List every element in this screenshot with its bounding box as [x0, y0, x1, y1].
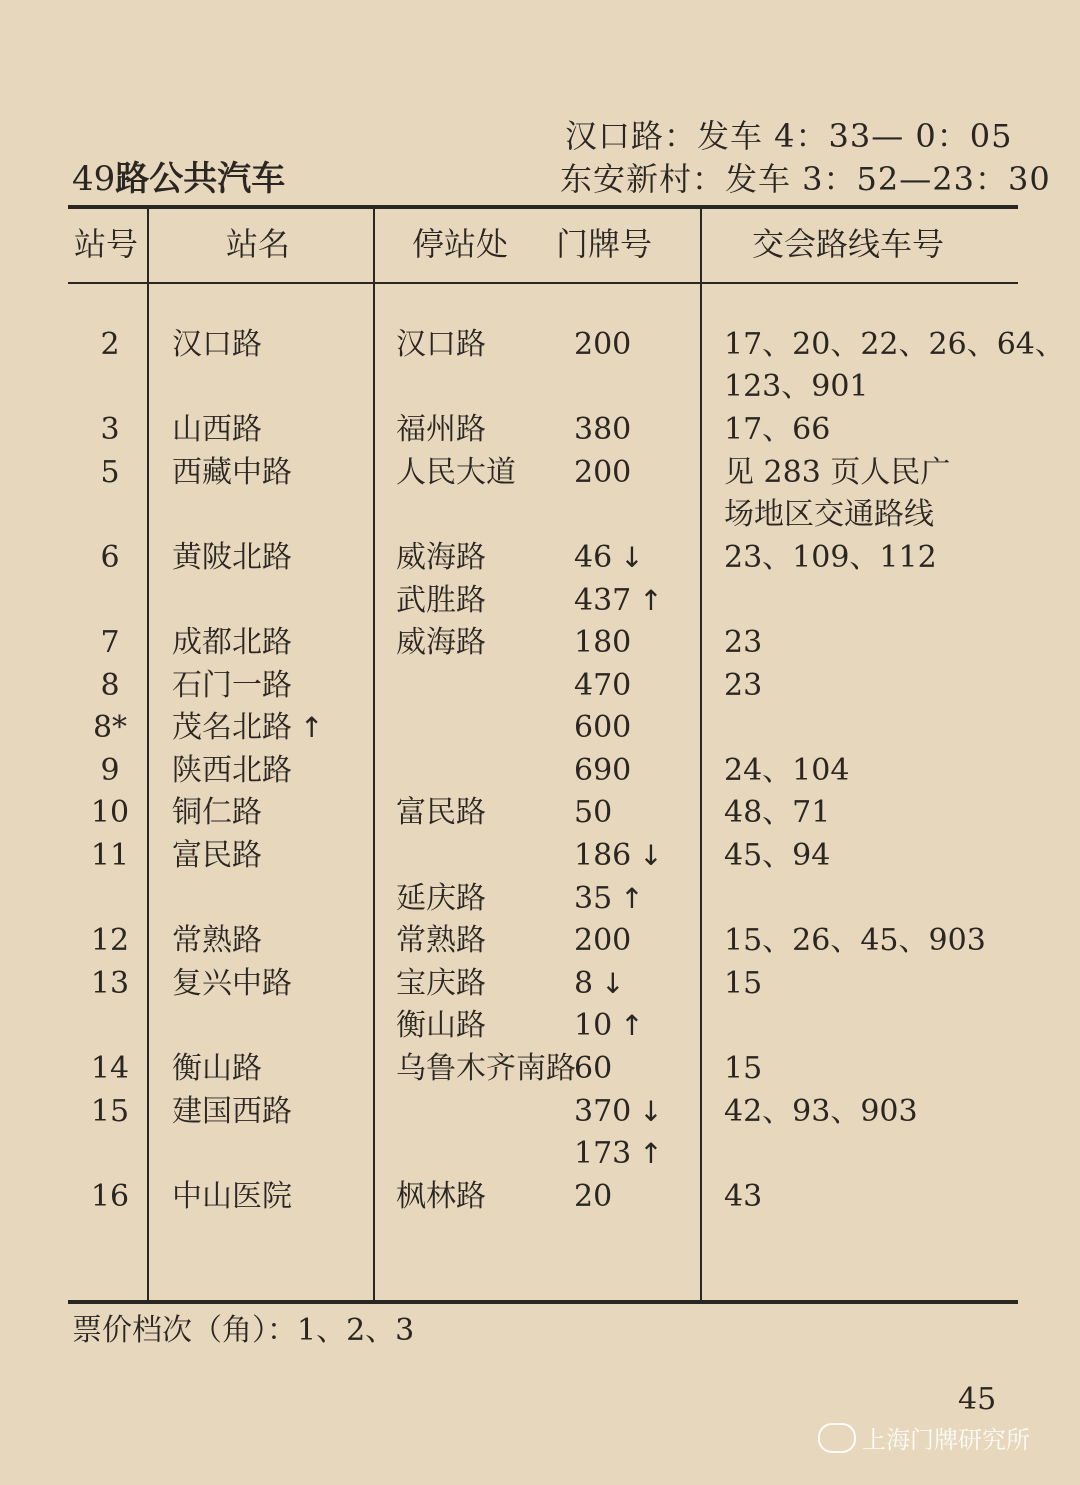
table-header-rule [68, 282, 1018, 284]
arrow-down-icon: ↓ [639, 839, 663, 872]
station-name [172, 625, 292, 660]
station-name [172, 327, 262, 362]
watermark-text: 上海门牌研究所 [862, 1426, 1030, 1454]
station-name [172, 966, 292, 1001]
stop-location-text: 宝庆路 [396, 966, 486, 1001]
route-title [72, 159, 286, 199]
door-number-text: 173 [574, 1136, 632, 1171]
door-number [574, 1094, 663, 1129]
table-row [0, 625, 1080, 670]
station-number [70, 455, 150, 490]
station-name-text: 黄陂北路 [172, 540, 292, 575]
arrow-up-icon: ↑ [620, 882, 644, 915]
door-number-text: 180 [574, 625, 632, 660]
stop-location-text: 衡山路 [396, 1008, 486, 1043]
arrow-down-icon: ↓ [620, 541, 644, 574]
table-row [0, 923, 1080, 968]
table-row [0, 1094, 1080, 1139]
station-number [70, 923, 150, 958]
connecting-lines-text: 23 [724, 668, 763, 703]
connecting-lines [724, 540, 937, 575]
table-row [0, 1008, 1080, 1053]
station-number-text: 10 [90, 795, 130, 830]
door-number-text: 200 [574, 327, 632, 362]
station-name-text: 茂名北路 [172, 710, 292, 745]
station-name [172, 668, 292, 703]
station-name [172, 1051, 262, 1086]
column-header-door: 门牌号 [556, 225, 653, 263]
station-name [172, 795, 262, 830]
door-number-text: 200 [574, 923, 632, 958]
column-header-stop: 停站处 [412, 225, 509, 263]
door-number-text: 186 [574, 838, 632, 873]
column-header-lines: 交会路线车号 [752, 225, 945, 263]
connecting-lines-text: 42、93、903 [724, 1094, 918, 1129]
station-number [70, 540, 150, 575]
watermark [818, 1420, 1030, 1455]
door-number-text: 50 [574, 795, 613, 830]
route-name: 路公共汽车 [115, 159, 286, 199]
stop-location-text: 富民路 [396, 795, 486, 830]
table-row [0, 497, 1080, 542]
door-number [574, 881, 644, 916]
station-number-text: 3 [100, 412, 120, 447]
table-row [0, 327, 1080, 372]
table-bottom-rule [68, 1300, 1018, 1304]
arrow-down-icon: ↓ [639, 1095, 663, 1128]
table-row [0, 369, 1080, 414]
door-number-text: 8 [574, 966, 594, 1001]
connecting-lines-text: 45、94 [724, 838, 831, 873]
arrow-up-icon: ↑ [639, 1137, 663, 1170]
stop-location [396, 625, 486, 660]
station-name-text: 富民路 [172, 838, 262, 873]
connecting-lines [724, 497, 934, 532]
stop-location-text: 威海路 [396, 625, 486, 660]
connecting-lines [724, 625, 763, 660]
arrow-down-icon: ↓ [601, 967, 625, 1000]
connecting-lines-text: 43 [724, 1179, 763, 1214]
connecting-lines-text: 23 [724, 625, 763, 660]
column-header-name: 站名 [226, 225, 291, 263]
station-name [172, 753, 292, 788]
station-number [70, 795, 150, 830]
stop-location [396, 966, 486, 1001]
station-number-text: 8 [100, 668, 120, 703]
door-number-text: 370 [574, 1094, 632, 1129]
station-number [70, 838, 150, 873]
station-number [70, 412, 150, 447]
stop-location-text: 枫林路 [396, 1179, 486, 1214]
door-number-text: 46 [574, 540, 613, 575]
stop-location [396, 412, 486, 447]
station-name-text: 西藏中路 [172, 455, 292, 490]
arrow-up-icon: ↑ [639, 584, 663, 617]
station-name-text: 石门一路 [172, 668, 292, 703]
terminal-2-schedule: 东安新村：发车 3：52—23：30 [560, 160, 1051, 198]
door-number [574, 583, 663, 618]
connecting-lines [724, 369, 869, 404]
connecting-lines [724, 668, 763, 703]
stop-location-text: 延庆路 [396, 881, 486, 916]
door-number [574, 327, 632, 362]
stop-location-text: 武胜路 [396, 583, 486, 618]
connecting-lines-text: 见 283 页人民广 [724, 455, 951, 490]
station-number-text: 9 [100, 753, 120, 788]
station-name [172, 540, 292, 575]
station-number [70, 1179, 150, 1214]
connecting-lines [724, 455, 951, 490]
table-row [0, 668, 1080, 713]
connecting-lines [724, 1094, 918, 1129]
station-number-text: 8* [92, 710, 128, 745]
door-number [574, 1008, 644, 1043]
stop-location [396, 583, 486, 618]
table-row [0, 881, 1080, 926]
table-row [0, 710, 1080, 755]
table-row [0, 966, 1080, 1011]
station-name [172, 1094, 292, 1129]
table-row [0, 1051, 1080, 1096]
station-name [172, 1179, 292, 1214]
door-number-text: 690 [574, 753, 632, 788]
stop-location [396, 1051, 576, 1086]
table-row [0, 583, 1080, 628]
connecting-lines-text: 17、66 [724, 412, 831, 447]
station-number-text: 7 [100, 625, 120, 660]
connecting-lines-text: 48、71 [724, 795, 831, 830]
stop-location [396, 923, 486, 958]
station-number-text: 14 [90, 1051, 130, 1086]
arrow-up-icon: ↑ [620, 1009, 644, 1042]
door-number-text: 20 [574, 1179, 613, 1214]
stop-location [396, 540, 486, 575]
connecting-lines-text: 24、104 [724, 753, 850, 788]
station-name-text: 建国西路 [172, 1094, 292, 1129]
door-number [574, 625, 632, 660]
station-number [70, 710, 150, 745]
door-number [574, 923, 632, 958]
stop-location-text: 人民大道 [396, 455, 516, 490]
terminal-1-schedule: 汉口路：发车 4：33— 0：05 [565, 117, 1013, 155]
table-top-rule [68, 205, 1018, 209]
stop-location-text: 乌鲁木齐南路 [396, 1051, 576, 1086]
station-number [70, 327, 150, 362]
station-name [172, 412, 262, 447]
stop-location [396, 1008, 486, 1043]
door-number-text: 470 [574, 668, 632, 703]
station-number-text: 12 [90, 923, 130, 958]
door-number [574, 753, 632, 788]
station-name [172, 710, 324, 745]
route-number: 49 [72, 159, 116, 199]
door-number [574, 668, 632, 703]
stop-location-text: 威海路 [396, 540, 486, 575]
stop-location-text: 常熟路 [396, 923, 486, 958]
station-name [172, 923, 262, 958]
table-row [0, 1179, 1080, 1224]
stop-location [396, 327, 486, 362]
station-number-text: 16 [90, 1179, 130, 1214]
column-header-no: 站号 [74, 225, 139, 263]
door-number-text: 200 [574, 455, 632, 490]
door-number [574, 1051, 613, 1086]
station-number [70, 753, 150, 788]
arrow-up-icon: ↑ [300, 711, 324, 744]
station-number-text: 5 [100, 455, 120, 490]
door-number [574, 966, 625, 1001]
stop-location [396, 795, 486, 830]
connecting-lines [724, 838, 831, 873]
connecting-lines [724, 966, 763, 1001]
door-number [574, 540, 644, 575]
stop-location [396, 1179, 486, 1214]
door-number-text: 10 [574, 1008, 613, 1043]
station-number [70, 668, 150, 703]
station-name-text: 成都北路 [172, 625, 292, 660]
station-name-text: 常熟路 [172, 923, 262, 958]
station-number [70, 625, 150, 660]
connecting-lines [724, 1051, 763, 1086]
station-name-text: 衡山路 [172, 1051, 262, 1086]
table-row [0, 838, 1080, 883]
station-number-text: 11 [90, 838, 130, 873]
connecting-lines [724, 327, 1065, 362]
station-number-text: 6 [100, 540, 120, 575]
station-name-text: 中山医院 [172, 1179, 292, 1214]
door-number [574, 1136, 663, 1171]
station-number-text: 15 [90, 1094, 130, 1129]
station-name-text: 汉口路 [172, 327, 262, 362]
door-number [574, 710, 632, 745]
page-number: 45 [958, 1382, 997, 1417]
stop-location-text: 福州路 [396, 412, 486, 447]
fare-levels: 票价档次（角）：1、2、3 [72, 1313, 415, 1348]
station-name-text: 陕西北路 [172, 753, 292, 788]
connecting-lines-text: 15 [724, 1051, 763, 1086]
station-name-text: 山西路 [172, 412, 262, 447]
station-name [172, 838, 262, 873]
door-number [574, 412, 632, 447]
table-row [0, 412, 1080, 457]
station-number [70, 1094, 150, 1129]
table-row [0, 1136, 1080, 1181]
wechat-icon [818, 1423, 856, 1453]
table-row [0, 753, 1080, 798]
door-number-text: 35 [574, 881, 613, 916]
station-name-text: 铜仁路 [172, 795, 262, 830]
door-number [574, 795, 613, 830]
stop-location [396, 455, 516, 490]
station-number [70, 1051, 150, 1086]
connecting-lines-text: 15、26、45、903 [724, 923, 986, 958]
connecting-lines [724, 923, 986, 958]
station-name [172, 455, 292, 490]
connecting-lines-text: 23、109、112 [724, 540, 937, 575]
door-number-text: 60 [574, 1051, 613, 1086]
connecting-lines-text: 15 [724, 966, 763, 1001]
station-name-text: 复兴中路 [172, 966, 292, 1001]
connecting-lines-text: 场地区交通路线 [724, 497, 934, 532]
connecting-lines-text: 123、901 [724, 369, 869, 404]
table-row [0, 540, 1080, 585]
connecting-lines-text: 17、20、22、26、64、 [724, 327, 1065, 362]
connecting-lines [724, 795, 831, 830]
door-number [574, 455, 632, 490]
table-row [0, 455, 1080, 500]
door-number-text: 600 [574, 710, 632, 745]
stop-location [396, 881, 486, 916]
door-number [574, 838, 663, 873]
station-number-text: 13 [90, 966, 130, 1001]
connecting-lines [724, 753, 850, 788]
door-number-text: 437 [574, 583, 632, 618]
station-number-text: 2 [100, 327, 120, 362]
table-row [0, 795, 1080, 840]
door-number-text: 380 [574, 412, 632, 447]
connecting-lines [724, 1179, 763, 1214]
connecting-lines [724, 412, 831, 447]
station-number [70, 966, 150, 1001]
door-number [574, 1179, 613, 1214]
stop-location-text: 汉口路 [396, 327, 486, 362]
